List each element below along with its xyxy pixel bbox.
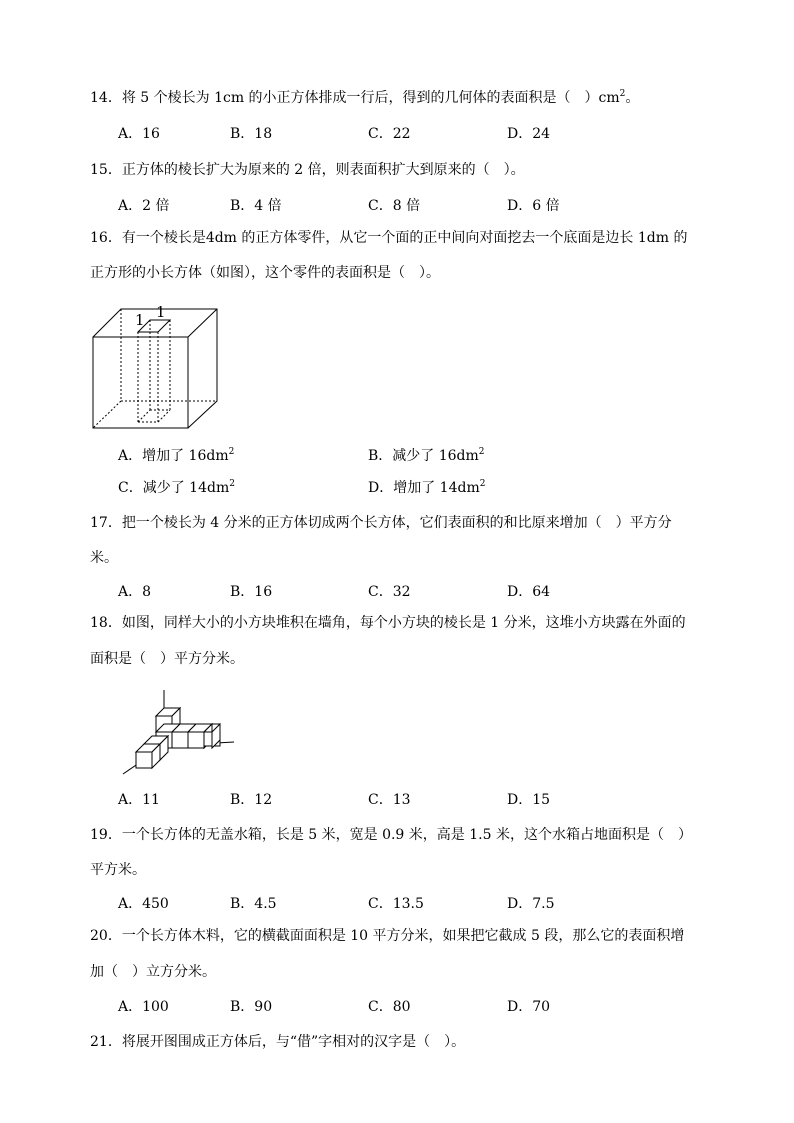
q18-option-c[interactable]: C．13	[368, 792, 411, 808]
q17-option-b[interactable]: B．16	[230, 584, 273, 600]
question-19-line-1: 19．一个长方体的无盖水箱，长是 5 米，宽是 0.9 米，高是 1.5 米，这个水箱占地面积是（ ）	[90, 827, 692, 843]
fig-label-side: 1	[135, 311, 145, 329]
q20-option-b[interactable]: B．90	[230, 999, 273, 1015]
question-18-line-2: 面积是（ ）平方分米。	[90, 651, 244, 667]
cube-with-hole-figure	[90, 300, 225, 432]
q14-option-d[interactable]: D．24	[507, 126, 551, 142]
corner-blocks-figure	[120, 686, 240, 776]
question-14: 14．将 5 个棱长为 1cm 的小正方体排成一行后，得到的几何体的表面积是（ ）$cm^2$。	[90, 89, 640, 106]
question-17-line-2: 米。	[90, 550, 118, 566]
question-21: 21．将展开图围成正方体后，与“借”字相对的汉字是（ ）。	[90, 1034, 466, 1050]
q20-option-a[interactable]: A．100	[118, 999, 169, 1015]
fig-label-top: 1	[156, 303, 166, 321]
q18-option-d[interactable]: D．15	[507, 792, 551, 808]
q19-option-a[interactable]: A．450	[118, 896, 169, 912]
question-20-line-1: 20．一个长方体木料，它的横截面面积是 10 平方分米，如果把它截成 5 段，那么它的表面积增	[90, 928, 685, 944]
question-18-line-1: 18．如图，同样大小的小方块堆积在墙角，每个小方块的棱长是 1 分米，这堆小方块露在外面的	[90, 615, 686, 631]
q18-option-a[interactable]: A．11	[118, 792, 160, 808]
q15-option-d[interactable]: D．6 倍	[507, 198, 560, 214]
q16-option-d[interactable]: D．增加了 $14dm^2$	[368, 479, 486, 496]
q19-option-d[interactable]: D．7.5	[507, 896, 555, 912]
q20-option-d[interactable]: D．70	[507, 999, 551, 1015]
q14-option-b[interactable]: B．18	[230, 126, 273, 142]
question-16-line-2: 正方形的小长方体（如图），这个零件的表面积是（ ）。	[90, 265, 440, 281]
q17-option-a[interactable]: A．8	[118, 584, 152, 600]
q17-option-d[interactable]: D．64	[507, 584, 551, 600]
question-16-line-1: 16．有一个棱长是4dm 的正方体零件，从它一个面的正中间向对面挖去一个底面是边长 1dm 的	[90, 230, 688, 246]
q14-option-c[interactable]: C．22	[368, 126, 411, 142]
q16-option-b[interactable]: B．减少了 $16dm^2$	[368, 447, 485, 464]
q15-option-a[interactable]: A．2 倍	[118, 198, 170, 214]
q20-option-c[interactable]: C．80	[368, 999, 411, 1015]
q16-option-c[interactable]: C．减少了 $14dm^2$	[118, 479, 235, 496]
q18-option-b[interactable]: B．12	[230, 792, 273, 808]
question-17-line-1: 17．把一个棱长为 4 分米的正方体切成两个长方体，它们表面积的和比原来增加（ ）平方分	[90, 515, 672, 531]
q15-option-c[interactable]: C．8 倍	[368, 198, 421, 214]
q19-option-c[interactable]: C．13.5	[368, 896, 424, 912]
question-20-line-2: 加（ ）立方分米。	[90, 964, 216, 980]
q19-option-b[interactable]: B．4.5	[230, 896, 277, 912]
q16-option-a[interactable]: A．增加了 $16dm^2$	[118, 447, 235, 464]
q14-option-a[interactable]: A．16	[118, 126, 160, 142]
q15-option-b[interactable]: B．4 倍	[230, 198, 282, 214]
question-19-line-2: 平方米。	[90, 862, 146, 878]
q17-option-c[interactable]: C．32	[368, 584, 411, 600]
question-15: 15．正方体的棱长扩大为原来的 2 倍，则表面积扩大到原来的（ ）。	[90, 162, 525, 178]
